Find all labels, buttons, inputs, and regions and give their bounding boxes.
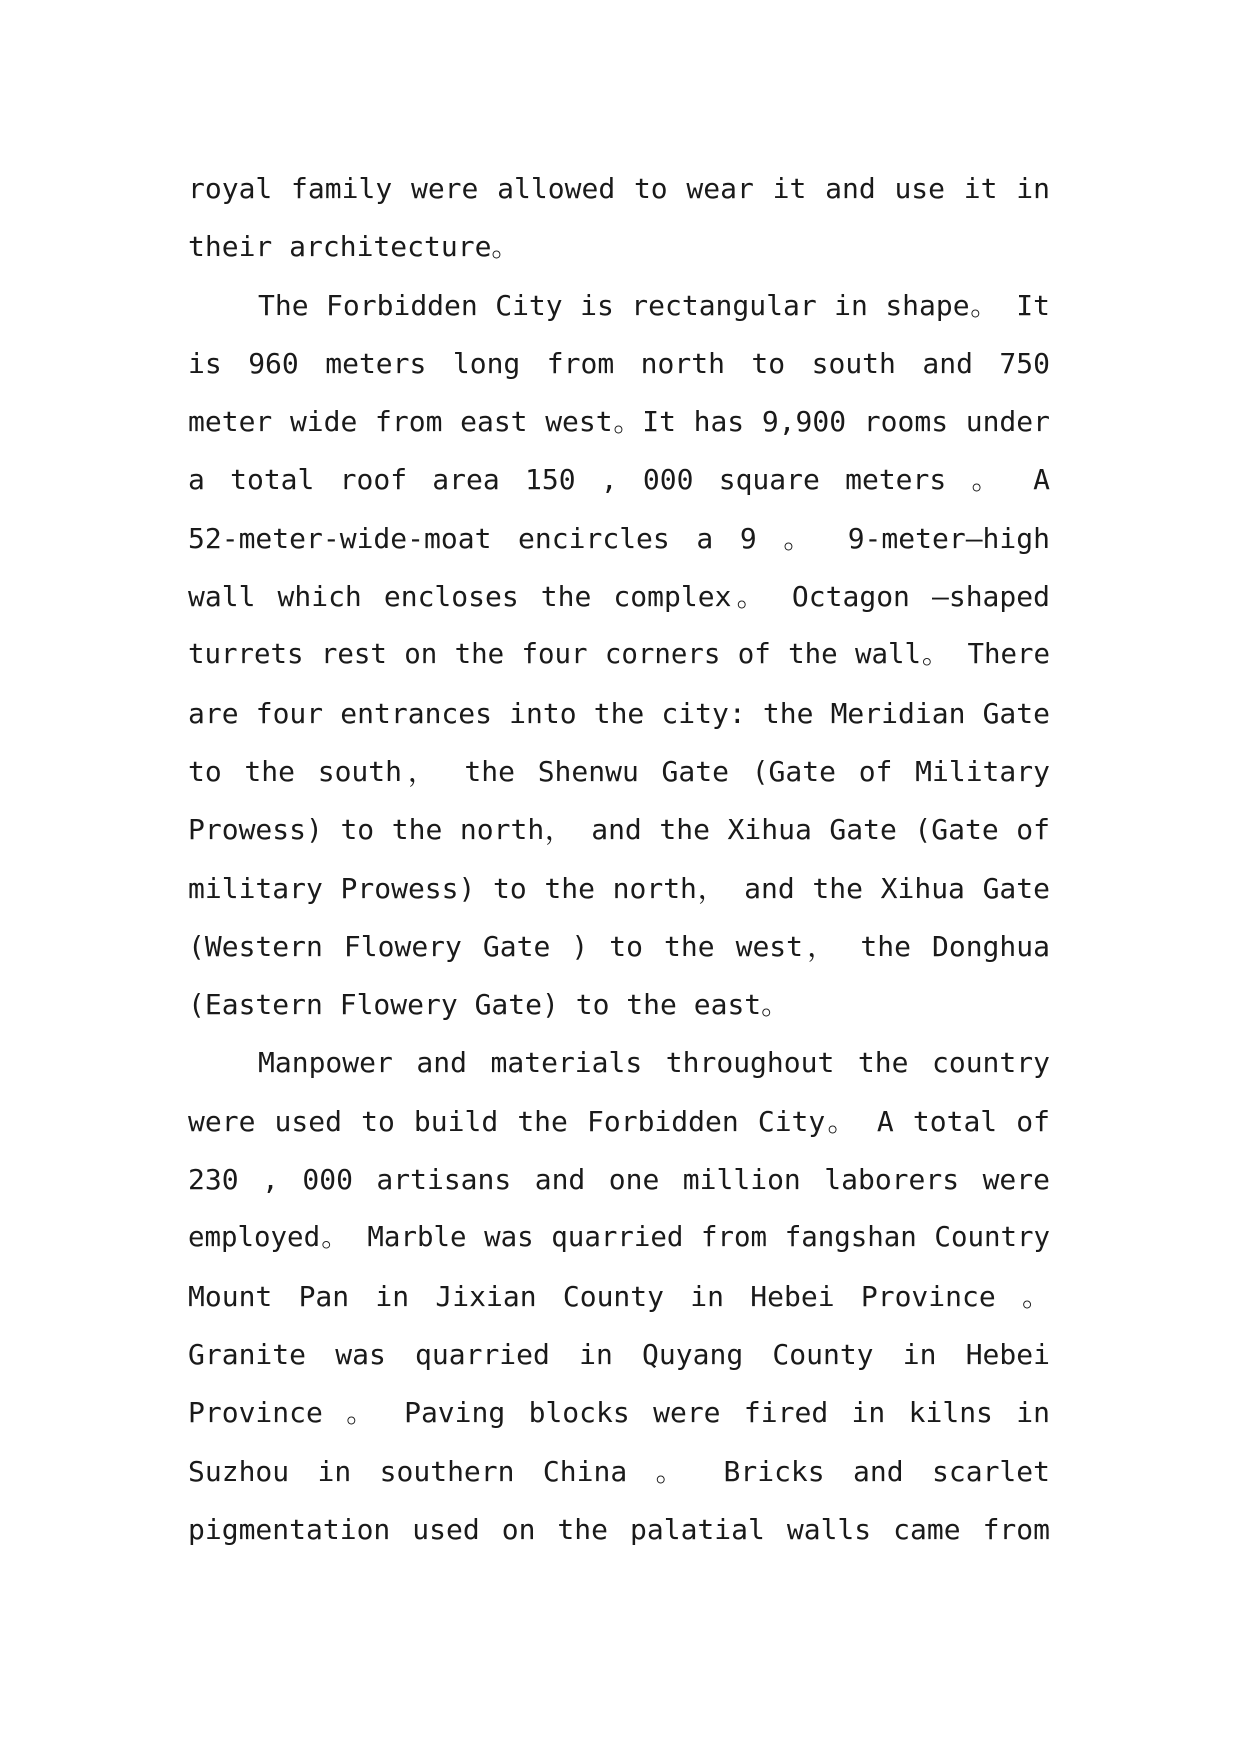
text-line: Province 。 Paving blocks were fired in kilns in: [188, 1396, 1050, 1430]
text-line: are four entrances into the city: the Meridian Gate: [188, 696, 1050, 730]
text-line: Granite was quarried in Quyang County in Hebei: [188, 1337, 1050, 1371]
text-line: a total roof area 150 , 000 square meters 。 A: [188, 463, 1050, 497]
text-line: meter wide from east west。It has 9,900 rooms under: [188, 405, 1050, 439]
text-line: royal family were allowed to wear it and use it in: [188, 172, 1050, 205]
text-line: military Prowess) to the north， and the Xihua Gate: [188, 871, 1050, 905]
text-line: (Eastern Flowery Gate) to the east。: [188, 988, 790, 1022]
body-text: [188, 160, 1050, 1559]
text-line: (Western Flowery Gate ) to the west， the Donghua: [188, 929, 1050, 963]
paragraph-first-line: Manpower and materials throughout the country: [258, 1046, 1050, 1080]
text-line: 230 , 000 artisans and one million laborers were: [188, 1163, 1050, 1197]
text-line: is 960 meters long from north to south and 750: [188, 346, 1050, 380]
text-line: were used to build the Forbidden City。 A total of: [188, 1104, 1050, 1138]
paragraph-first-line: The Forbidden City is rectangular in shape。 It: [258, 288, 1050, 322]
text-line: to the south， the Shenwu Gate (Gate of Military: [188, 754, 1050, 788]
text-line: Suzhou in southern China 。 Bricks and scarlet: [188, 1454, 1050, 1488]
text-line: Prowess) to the north， and the Xihua Gate (Gate of: [188, 813, 1050, 847]
text-line: pigmentation used on the palatial walls came from: [188, 1512, 1050, 1546]
text-line: their architecture。: [188, 230, 520, 264]
text-line: turrets rest on the four corners of the wall。 There: [188, 639, 1050, 671]
text-line: wall which encloses the complex。 Octagon —shaped: [188, 580, 1050, 614]
text-line: employed。 Marble was quarried from fangshan Country: [188, 1222, 1050, 1254]
text-line: Mount Pan in Jixian County in Hebei Province 。: [188, 1279, 1050, 1313]
text-line: 52-meter-wide-moat encircles a 9 。 9-meter—high: [188, 521, 1050, 555]
